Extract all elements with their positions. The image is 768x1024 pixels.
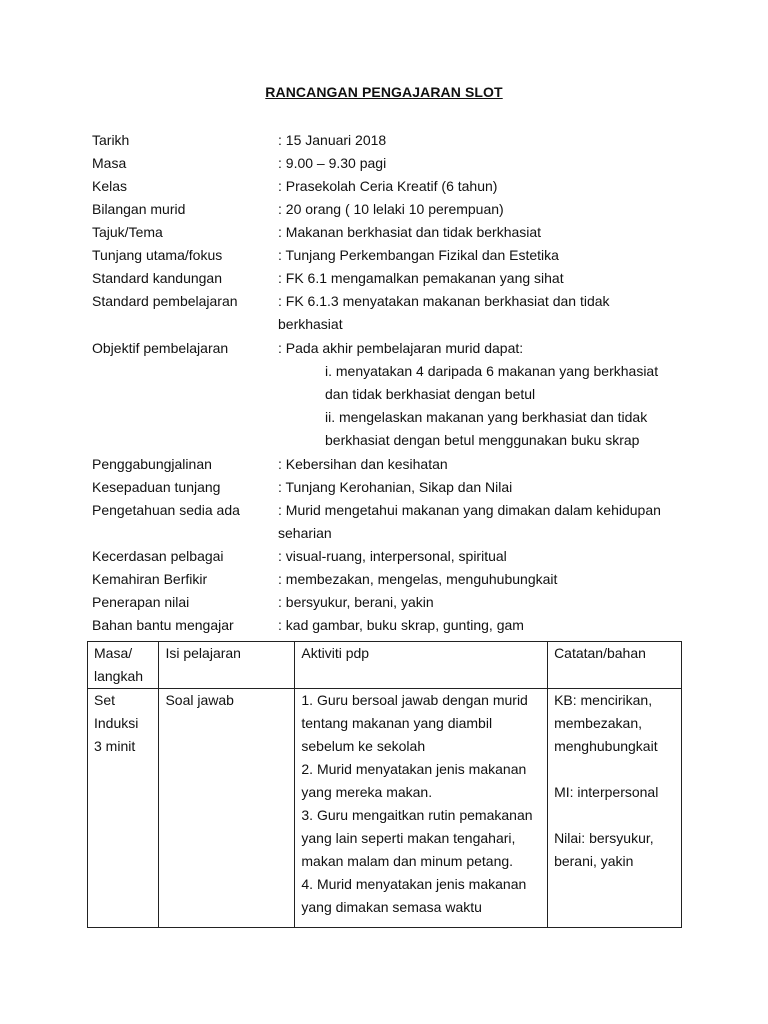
- cell-text: Induksi: [94, 715, 139, 731]
- activity-line: 4. Murid menyatakan jenis makanan: [301, 876, 527, 892]
- note-line: berani, yakin: [554, 853, 634, 869]
- activity-line: yang lain seperti makan tengahari,: [301, 830, 516, 846]
- field-label: Bilangan murid: [92, 201, 186, 217]
- note-line: MI: interpersonal: [554, 784, 659, 800]
- objective-line: ii. mengelaskan makanan yang berkhasiat dan tidak: [325, 409, 648, 425]
- lesson-plan-table: [87, 641, 682, 928]
- field-value: : visual-ruang, interpersonal, spiritual: [278, 548, 507, 564]
- field-label: Kesepaduan tunjang: [92, 479, 221, 495]
- field-value: : FK 6.1 mengamalkan pemakanan yang sihat: [278, 270, 564, 286]
- field-value-line: : Murid mengetahui makanan yang dimakan dalam kehidupan: [278, 502, 661, 518]
- activity-line: 3. Guru mengaitkan rutin pemakanan: [301, 807, 533, 823]
- table-header-row: [88, 642, 682, 689]
- header-isi: Isi pelajaran: [159, 642, 295, 689]
- field-value: : Tunjang Perkembangan Fizikal dan Estetika: [278, 247, 559, 263]
- field-value: : 15 Januari 2018: [278, 132, 387, 148]
- note-line: KB: mencirikan,: [554, 692, 653, 708]
- header-masa: [88, 642, 159, 689]
- activity-line: tentang makanan yang diambil: [301, 715, 493, 731]
- cell-isi: Soal jawab: [159, 689, 295, 928]
- field-value: : Makanan berkhasiat dan tidak berkhasiat: [278, 224, 542, 240]
- field-label: Kelas: [92, 178, 128, 194]
- field-label: Objektif pembelajaran: [92, 340, 229, 356]
- field-value-line: berkhasiat: [278, 316, 343, 332]
- field-value: : Tunjang Kerohanian, Sikap dan Nilai: [278, 479, 513, 495]
- document-title: RANCANGAN PENGAJARAN SLOT: [265, 84, 503, 100]
- objective-line: berkhasiat dengan betul menggunakan buku skrap: [325, 432, 640, 448]
- field-label: Standard kandungan: [92, 270, 222, 286]
- objective-line: dan tidak berkhasiat dengan betul: [325, 386, 536, 402]
- header-aktiviti: Aktiviti pdp: [295, 642, 548, 689]
- field-value: : 9.00 – 9.30 pagi: [278, 155, 387, 171]
- objective-item: [325, 360, 705, 406]
- cell-text: 3 minit: [94, 738, 136, 754]
- field-value: : Prasekolah Ceria Kreatif (6 tahun): [278, 178, 498, 194]
- field-label: Penerapan nilai: [92, 594, 190, 610]
- note-line: menghubungkait: [554, 738, 658, 754]
- note-line: membezakan,: [554, 715, 642, 731]
- note-line: Nilai: bersyukur,: [554, 830, 654, 846]
- activity-line: sebelum ke sekolah: [301, 738, 426, 754]
- objective-intro: : Pada akhir pembelajaran murid dapat:: [278, 340, 524, 356]
- objective-item: [325, 406, 705, 452]
- activity-line: 2. Murid menyatakan jenis makanan: [301, 761, 527, 777]
- objective-line: i. menyatakan 4 daripada 6 makanan yang berkhasiat: [325, 363, 659, 379]
- header-catatan: Catatan/bahan: [548, 642, 682, 689]
- activity-line: yang mereka makan.: [301, 784, 433, 800]
- field-label: Penggabungjalinan: [92, 456, 212, 472]
- field-label: Kecerdasan pelbagai: [92, 548, 224, 564]
- field-label: Kemahiran Berfikir: [92, 571, 208, 587]
- field-value: [278, 499, 738, 545]
- field-value-line: : FK 6.1.3 menyatakan makanan berkhasiat dan tidak: [278, 293, 610, 309]
- field-value: : Kebersihan dan kesihatan: [278, 456, 448, 472]
- activity-line: yang dimakan semasa waktu: [301, 899, 482, 915]
- field-label: Tunjang utama/fokus: [92, 247, 223, 263]
- field-value: : kad gambar, buku skrap, gunting, gam: [278, 617, 524, 633]
- spacer: [554, 804, 675, 827]
- header-text: langkah: [94, 668, 144, 684]
- field-label: Standard pembelajaran: [92, 293, 238, 309]
- field-label: Tajuk/Tema: [92, 224, 163, 240]
- cell-masa: [88, 689, 159, 928]
- field-label: Bahan bantu mengajar: [92, 617, 234, 633]
- cell-catatan: [548, 689, 682, 928]
- field-label: Pengetahuan sedia ada: [92, 502, 240, 518]
- header-text: Masa/: [94, 645, 133, 661]
- spacer: [554, 758, 675, 781]
- field-value: : bersyukur, berani, yakin: [278, 594, 434, 610]
- cell-text: Set: [94, 692, 116, 708]
- activity-line: makan malam dan minum petang.: [301, 853, 514, 869]
- table-row: [88, 689, 682, 928]
- field-value: : 20 orang ( 10 lelaki 10 perempuan): [278, 201, 504, 217]
- field-label: Tarikh: [92, 132, 130, 148]
- field-value: : membezakan, mengelas, menguhubungkait: [278, 571, 558, 587]
- field-value: [278, 290, 718, 336]
- activity-line: 1. Guru bersoal jawab dengan murid: [301, 692, 528, 708]
- field-value-line: seharian: [278, 525, 332, 541]
- cell-aktiviti: [295, 689, 548, 928]
- field-label: Masa: [92, 155, 127, 171]
